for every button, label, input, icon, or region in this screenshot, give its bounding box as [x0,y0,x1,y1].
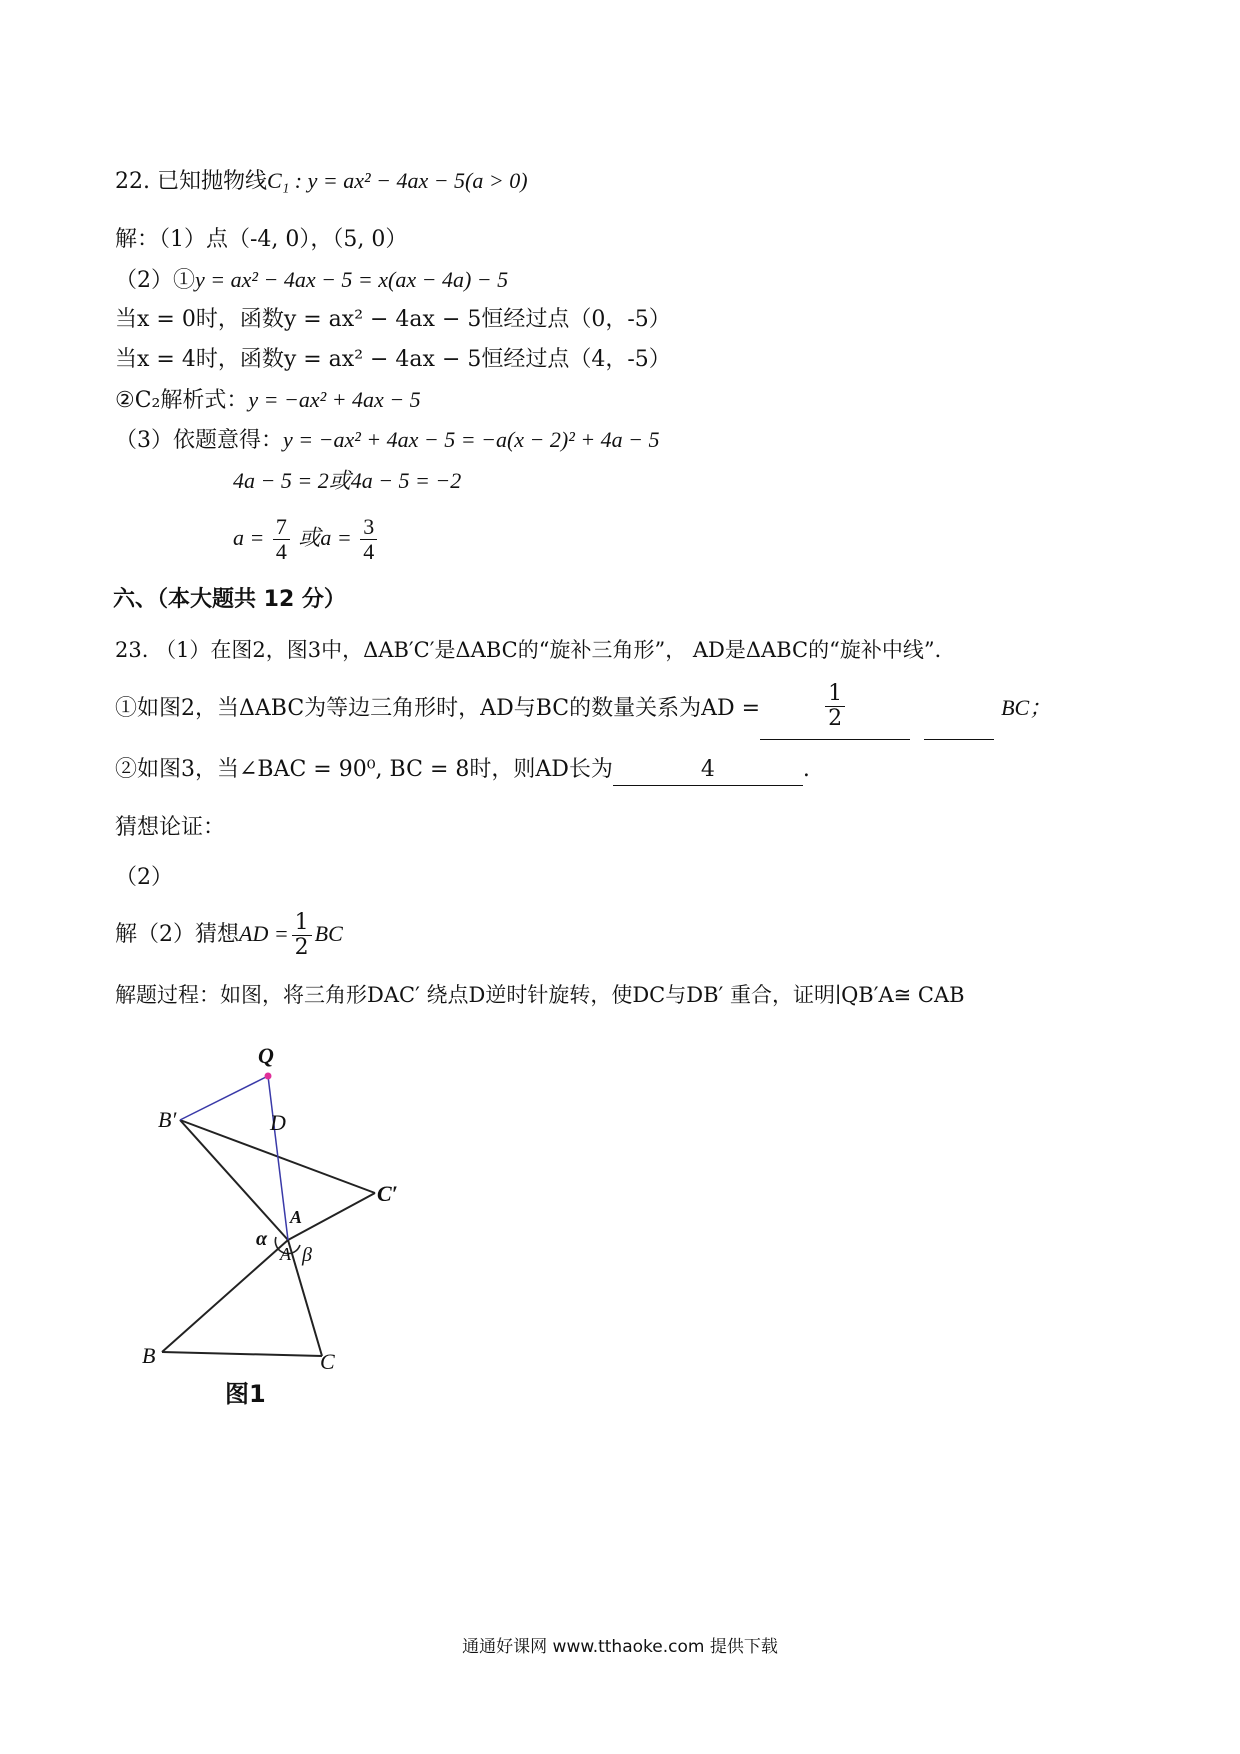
solution22-eq1 [233,466,461,496]
q23-part2: （2） [115,865,173,890]
label-a-upper: A [290,1207,303,1227]
solution22-eq2 [233,508,380,568]
label-d: D [270,1110,286,1135]
label-beta: β [302,1244,312,1266]
solution22-when-x4 [115,345,671,375]
q23-process: 解题过程：如图，将三角形DAC′ 绕点D逆时针旋转，使DC与DB′ 重合，证明∣QB′A≅ CAB [115,983,965,1007]
item2-suffix: . [802,757,810,782]
solution22-part1 [115,225,407,255]
item1-prefix: ①如图2，当ΔABC为等边三角形时，AD与BC的数量关系为AD = [115,696,761,721]
figure-caption: 图1 [225,1380,266,1405]
guess-prefix: 解（2）猜想 [115,922,239,947]
point-q-marker [265,1073,272,1080]
fraction-denominator: 2 [828,705,843,731]
eq2-prefix: a = [233,525,265,550]
solution22-part2 [115,265,508,296]
q23-solution-guess [115,904,343,965]
fraction-numerator: 1 [292,911,312,936]
fraction-numerator: 3 [360,515,377,540]
fraction-denominator: 2 [294,934,309,960]
eq2-fraction-2 [360,515,377,564]
guess-heading: 猜想论证： [115,815,226,840]
part1-text: 解：（1）点（-4, 0），（5, 0） [115,227,408,252]
q22-statement [115,166,528,197]
q22-expression: C₁ : y = ax² − 4ax − 5(a > 0) [266,168,528,193]
part2-label: （2）① [115,268,195,293]
solution22-when-x0 [115,305,671,335]
section-heading: 六、（本大题共 12 分） [113,587,346,612]
fraction-numerator: 1 [825,682,845,707]
fraction-denominator: 4 [275,539,287,565]
part3-expression: y = −ax² + 4ax − 5 = −a(x − 2)² + 4a − 5 [283,427,660,452]
item2-answer-blank [613,755,803,786]
q22-lead: 22. 已知抛物线 [115,169,267,194]
part3-label: （3）依题意得： [115,428,283,453]
figure-1 [130,1045,460,1405]
segment-bprime-a [180,1120,288,1240]
guess-ad: AD = [239,921,289,946]
eq2-fraction-1 [273,515,290,564]
when-x0-text: 当x = 0时，函数y = ax² − 4ax − 5恒经过点（0，-5） [115,307,671,332]
item1-suffix: BC； [1001,695,1052,720]
when-x4-text: 当x = 4时，函数y = ax² − 4ax − 5恒经过点（4，-5） [115,347,671,372]
segment-a-b [162,1240,288,1352]
item2-answer: 4 [700,757,715,782]
part2-expression: y = ax² − 4ax − 5 = x(ax − 4a) − 5 [195,267,509,292]
label-b: B [142,1343,156,1368]
segment-b-c [162,1352,322,1356]
fraction-denominator: 4 [363,539,375,565]
label-c-prime: C′ [377,1181,398,1206]
page-footer: 通通好课网 www.tthaoke.com 提供下载 [462,1637,778,1657]
guess-fraction [292,911,312,960]
item1-answer-fraction [825,682,845,731]
eq1-text: 4a − 5 = 2或4a − 5 = −2 [233,468,462,493]
c2-expression: y = −ax² + 4ax − 5 [248,387,421,412]
q23-item2 [115,755,810,786]
label-c: C [320,1349,335,1374]
label-alpha: α [256,1228,268,1250]
guess-bc: BC [314,921,343,946]
segment-q-a [268,1076,288,1240]
q23-intro: 23. （1）在图2，图3中，ΔAB′C′是ΔABC的“旋补三角形”， AD是ΔABC的“旋补中线”． [115,638,956,662]
label-q: Q [258,1045,274,1068]
fraction-numerator: 7 [273,515,290,540]
segment-bprime-q [180,1076,268,1120]
item2-prefix: ②如图3，当∠BAC = 90⁰, BC = 8时，则AD长为 [115,757,613,782]
label-b-prime: B′ [158,1107,177,1132]
solution22-part3 [115,425,660,456]
eq2-middle: 或a = [298,525,352,550]
solution22-c2 [115,385,421,416]
item1-trailing-blank [924,679,994,740]
label-a-lower: A [280,1244,291,1264]
q23-item1 [115,678,1051,740]
item1-answer-blank [760,679,910,740]
c2-label: ②C₂解析式： [115,388,249,413]
